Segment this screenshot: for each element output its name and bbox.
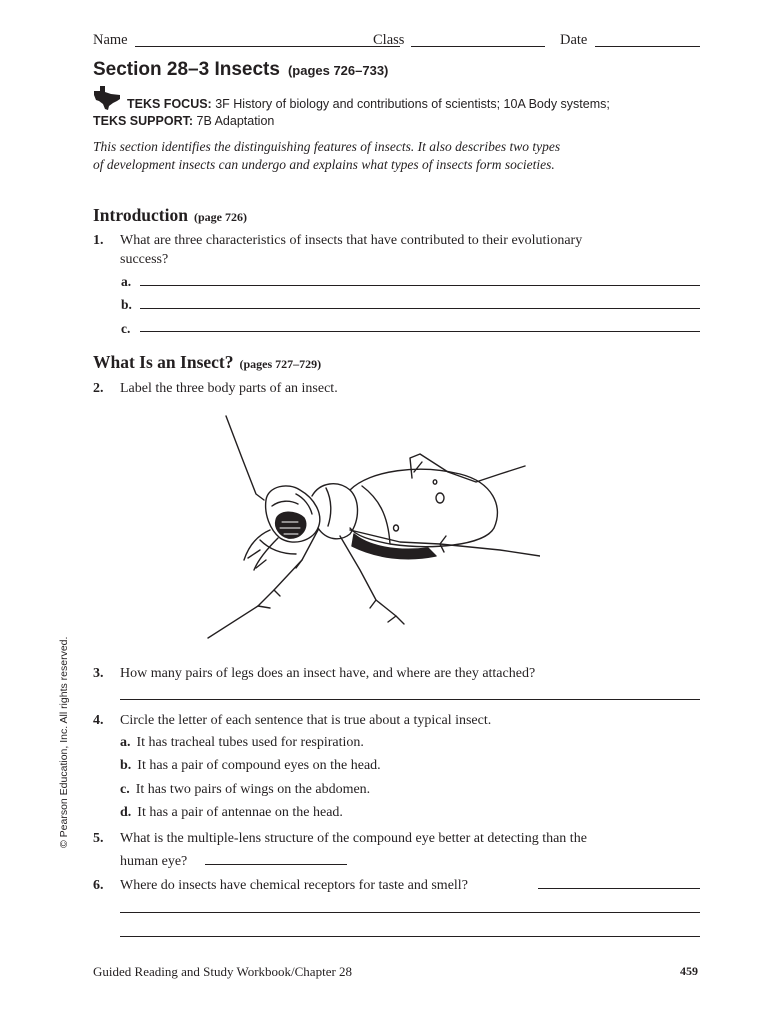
question-1-line1: What are three characteristics of insects that have contributed to their evolutionary: [120, 233, 583, 248]
date-field[interactable]: [595, 46, 700, 47]
q4-option-c-text: It has two pairs of wings on the abdomen.: [135, 782, 371, 797]
question-2: [93, 379, 703, 399]
class-field[interactable]: [411, 46, 545, 47]
class-label: Class: [373, 32, 405, 48]
name-label: Name: [93, 32, 128, 48]
q1-answer-b-label: b.: [121, 297, 132, 312]
question-6-text: Where do insects have chemical receptors for taste and smell?: [120, 878, 468, 893]
q1-answer-a-label: a.: [121, 274, 132, 289]
teks-focus-text: 3F History of biology and contributions of scientists; 10A Body systems;: [215, 97, 610, 111]
question-5-line2: human eye?: [120, 854, 188, 869]
question-1: [93, 231, 703, 271]
teks-focus-label: TEKS FOCUS:: [127, 97, 212, 111]
q3-answer-line[interactable]: [120, 699, 700, 700]
question-2-number: 2.: [93, 381, 104, 396]
question-1-number: 1.: [93, 233, 104, 248]
q6-answer-line-1[interactable]: [538, 888, 700, 889]
q6-answer-line-3[interactable]: [120, 936, 700, 937]
date-label: Date: [560, 32, 588, 48]
copyright-notice: © Pearson Education, Inc. All rights reserved.: [58, 636, 70, 848]
question-4: [93, 711, 703, 731]
section-title-text: Section 28–3 Insects: [93, 59, 280, 80]
question-5-line1: What is the multiple-lens structure of the compound eye better at detecting than the: [120, 831, 587, 846]
header-row: [93, 32, 700, 50]
introduction-heading-text: Introduction: [93, 205, 188, 225]
question-4-number: 4.: [93, 713, 104, 728]
q4-option-c-letter[interactable]: c.: [120, 782, 130, 797]
question-2-text: Label the three body parts of an insect.: [120, 381, 338, 396]
q4-option-a-text: It has tracheal tubes used for respiration.: [136, 735, 364, 750]
what-is-insect-heading: [93, 352, 321, 373]
question-3: [93, 664, 703, 684]
q5-answer-line[interactable]: [205, 864, 347, 865]
q1-answer-c-line[interactable]: [140, 331, 700, 332]
section-intro-text: This section identifies the distinguishing features of insects. It also describes two types of development insects can undergo and explains what types of insects form societies.: [93, 139, 561, 172]
q4-option-d-text: It has a pair of antennae on the head.: [137, 805, 343, 820]
q4-option-b-text: It has a pair of compound eyes on the head.: [137, 758, 381, 773]
what-is-insect-pages: (pages 727–729): [239, 357, 322, 371]
question-3-number: 3.: [93, 666, 104, 681]
q1-answer-c-label: c.: [121, 321, 131, 336]
question-6-number: 6.: [93, 878, 104, 893]
name-field[interactable]: [135, 46, 400, 47]
question-6: [93, 876, 703, 896]
question-1-line2: success?: [120, 252, 169, 267]
page-number: 459: [680, 964, 698, 978]
teks-support-text: 7B Adaptation: [196, 114, 275, 128]
section-pages: (pages 726–733): [287, 63, 389, 78]
teks-support-label: TEKS SUPPORT:: [93, 114, 194, 128]
footer-title: Guided Reading and Study Workbook/Chapter 28: [93, 964, 353, 979]
q4-option-a[interactable]: [120, 735, 364, 751]
introduction-heading: [93, 205, 247, 226]
teks-block: [93, 96, 610, 130]
question-5: [93, 829, 703, 873]
q4-option-d[interactable]: [120, 805, 343, 821]
question-5-number: 5.: [93, 831, 104, 846]
q4-option-c[interactable]: [120, 782, 370, 798]
what-is-insect-heading-text: What Is an Insect?: [93, 352, 234, 372]
q6-answer-line-2[interactable]: [120, 912, 700, 913]
q4-option-b-letter[interactable]: b.: [120, 758, 132, 773]
question-3-text: How many pairs of legs does an insect have, and where are they attached?: [120, 666, 536, 681]
question-4-text: Circle the letter of each sentence that is true about a typical insect.: [120, 713, 492, 728]
section-title: [93, 59, 388, 81]
q4-option-a-letter[interactable]: a.: [120, 735, 131, 750]
insect-illustration: [200, 410, 540, 650]
q1-answer-b-line[interactable]: [140, 308, 700, 309]
q4-option-b[interactable]: [120, 758, 381, 774]
q4-option-d-letter[interactable]: d.: [120, 805, 132, 820]
q1-answer-a-line[interactable]: [140, 285, 700, 286]
introduction-pages: (page 726): [193, 210, 247, 224]
